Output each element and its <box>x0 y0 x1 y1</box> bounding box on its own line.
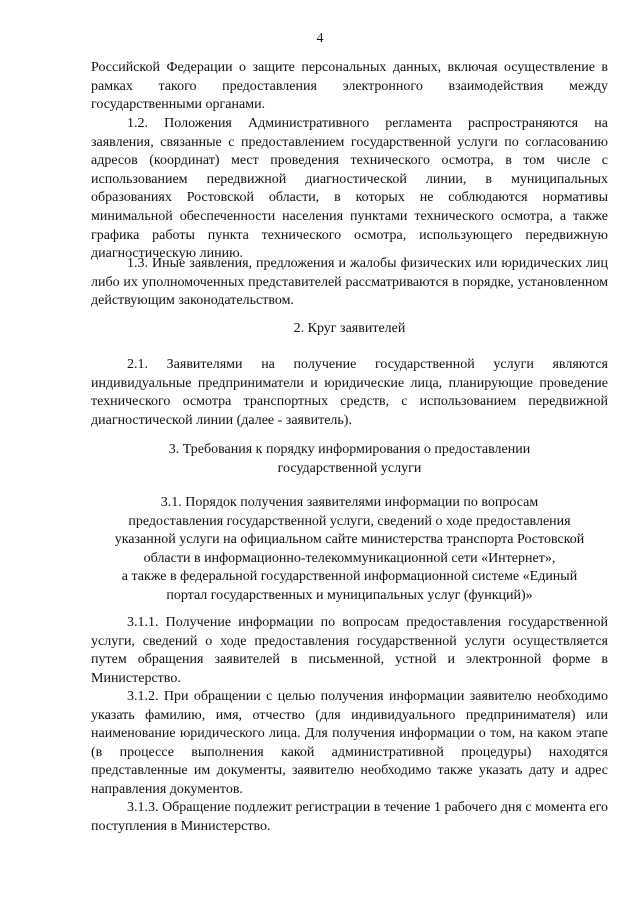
section-heading-3 <box>91 441 608 478</box>
subsection-heading-3-1-line: предоставления государственной услуги, сведений о ходе предоставления <box>128 513 571 529</box>
paragraph-3-1-3: 3.1.3. Обращение подлежит регистрации в течение 1 рабочего дня с момента его поступления в Министерство. <box>91 800 608 834</box>
paragraph-1-2: 1.2. Положения Административного регламента распространяются на заявления, связанные с предоставлением государственной услуги по согласованию адресов (координат) мест проведения технического осмотра, в том числе с использованием передвижной диагностической линии, в муниципальных образованиях Ростовской области, в которых не соблюдаются нормативы минимальной обеспеченности населения пунктами технического осмотра, а также графика работы пункта технического осмотра, использующего передвижную диагностическую линию. <box>91 116 608 262</box>
subsection-heading-3-1-line: указанной услуги на официальном сайте министерства транспорта Ростовской <box>114 532 585 548</box>
section-heading-3-line: 3. Требования к порядку информирования о предоставлении <box>168 442 531 457</box>
subsection-heading-3-1-line: портал государственных и муниципальных услуг (функций)» <box>166 587 533 603</box>
paragraph-intro-continuation: Российской Федерации о защите персональных данных, включая осуществление в рамках такого предоставления электронного взаимодействия между государственными органами. <box>91 60 608 113</box>
paragraph-3-1-1: 3.1.1. Получение информации по вопросам предоставления государственной услуги, сведений о ходе предоставления государственной услуги осуществляется путем обращения заявителей в письменной, устной и электронной форме в Министерство. <box>91 615 608 686</box>
section-heading-2: 2. Круг заявителей <box>293 321 406 336</box>
paragraph-3-1-2: 3.1.2. При обращении с целью получения информации заявителю необходимо указать фамилию, имя, отчество (для индивидуального предпринимателя) или наименование юридического лица. Для получения информации о том, на каком этапе (в процессе выполнения какой административной процедуры) находятся представленные им документы, заявителю необходимо также указать дату и адрес направления документов. <box>91 689 608 797</box>
subsection-heading-3-1-line: 3.1. Порядок получения заявителями информации по вопросам <box>160 495 539 510</box>
paragraph-1-3: 1.3. Иные заявления, предложения и жалобы физических или юридических лиц либо их уполномоченных представителей рассматриваются в порядке, установленном действующим законодательством. <box>91 256 608 309</box>
subsection-heading-3-1 <box>91 494 608 606</box>
paragraph-2-1: 2.1. Заявителями на получение государственной услуги являются индивидуальные предприниматели и юридические лица, планирующие проведение технического осмотра транспортных средств, с использованием передвижной диагностической линии (далее - заявитель). <box>91 357 608 428</box>
section-heading-3-line: государственной услуги <box>277 460 422 476</box>
subsection-heading-3-1-line: а также в федеральной государственной информационной системе «Единый <box>121 569 578 585</box>
page-number: 4 <box>316 31 324 46</box>
subsection-heading-3-1-line: области в информационно-телекоммуникационной сети «Интернет», <box>143 550 556 566</box>
